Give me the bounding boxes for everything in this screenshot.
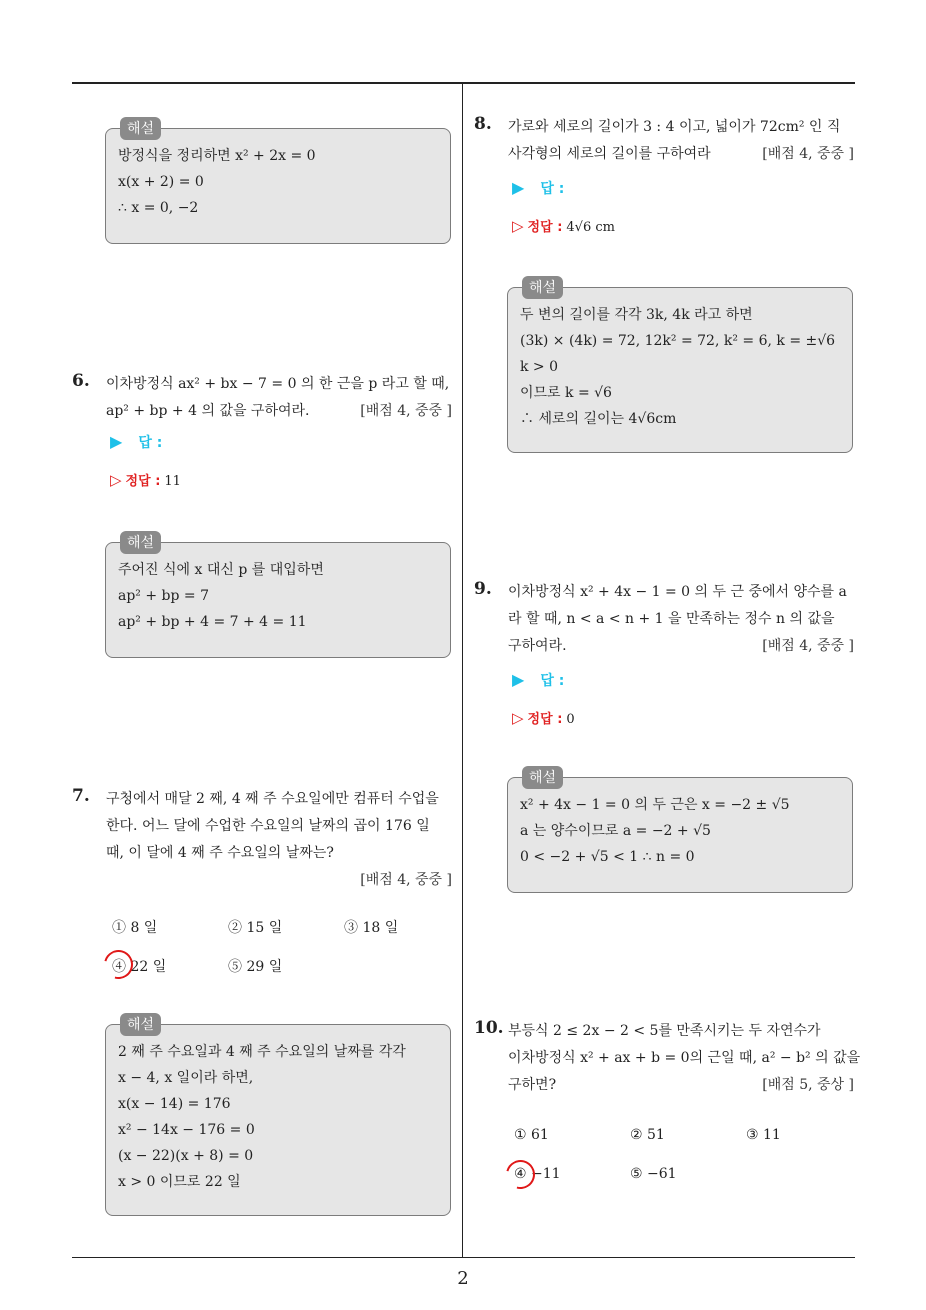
answer-label: 답 : — [540, 673, 565, 689]
question-line: 사각형의 세로의 길이를 구하여라 [배점 4, 중중 ] — [508, 141, 858, 168]
question-line: 때, 이 달에 4 째 주 수요일의 날짜는? — [106, 845, 334, 861]
solution-line: x − 4, x 일이라 하면, — [118, 1070, 254, 1086]
choice-3[interactable]: ③ 18 일 — [344, 920, 399, 936]
solution-line: 방정식을 정리하면 x² + 2x = 0 — [118, 148, 316, 164]
solution-tag: 해설 — [522, 766, 563, 789]
question-line: 가로와 세로의 길이가 3 : 4 이고, 넓이가 72cm² 인 직 — [508, 119, 841, 135]
selected-circle-icon — [99, 945, 139, 985]
play-arrow-icon: ▶ — [110, 432, 123, 451]
question-number: 10. — [474, 1018, 504, 1038]
solution-box-9 — [507, 770, 853, 893]
question-6 — [72, 371, 456, 425]
question-number: 8. — [474, 114, 492, 134]
solution-tag: 해설 — [120, 531, 161, 554]
score-label: [배점 4, 중중 ] — [360, 872, 452, 888]
solution-line: 이므로 k = √6 — [520, 385, 612, 401]
outline-triangle-icon: ▷ — [512, 709, 524, 727]
solution-box-7 — [105, 1017, 451, 1216]
solution-tag: 해설 — [120, 1013, 161, 1036]
page-number: 2 — [457, 1268, 469, 1289]
solution-line: 2 째 주 수요일과 4 째 주 수요일의 날짜를 각각 — [118, 1044, 406, 1060]
choice-1[interactable]: ① 61 — [514, 1127, 549, 1143]
correct-label: 정답 : — [527, 712, 563, 727]
solution-line: (3k) × (4k) = 72, 12k² = 72, k² = 6, k = ±√6 — [520, 333, 836, 349]
solution-line: x > 0 이므로 22 일 — [118, 1174, 241, 1190]
solution-line: 주어진 식에 x 대신 p 를 대입하면 — [118, 562, 324, 578]
question-8 — [474, 114, 858, 168]
choice-4-selected[interactable]: ④ −11 — [514, 1166, 561, 1182]
question-text — [508, 579, 858, 660]
choice-2[interactable]: ② 51 — [630, 1127, 665, 1143]
choice-5[interactable]: ⑤ −61 — [630, 1166, 677, 1182]
question-line: 한다. 어느 달에 수업한 수요일의 날짜의 곱이 176 일 — [106, 818, 430, 834]
score-label: [배점 4, 중중 ] — [762, 638, 854, 654]
correct-value: 0 — [566, 712, 575, 727]
solution-box-5 — [105, 121, 451, 244]
solution-line: ap² + bp = 7 — [118, 588, 210, 604]
score-label: [배점 4, 중중 ] — [762, 146, 854, 162]
solution-line: a 는 양수이므로 a = −2 + √5 — [520, 823, 711, 839]
question-line: ap² + bp + 4 의 값을 구하여라. [배점 4, 중중 ] — [106, 398, 456, 425]
question-line: 라 할 때, n < a < n + 1 을 만족하는 정수 n 의 값을 — [508, 611, 835, 627]
solution-line: 0 < −2 + √5 < 1 ∴ n = 0 — [520, 849, 695, 865]
question-line: 이차방정식 x² + ax + b = 0의 근일 때, a² − b² 의 값을 — [508, 1050, 861, 1066]
question-number: 9. — [474, 579, 492, 599]
question-10 — [474, 1018, 861, 1099]
question-number: 6. — [72, 371, 90, 391]
solution-line: x(x − 14) = 176 — [118, 1096, 231, 1112]
answer-row-8[interactable] — [512, 178, 564, 198]
solution-tag: 해설 — [522, 276, 563, 299]
solution-line: x² − 14x − 176 = 0 — [118, 1122, 255, 1138]
left-column — [72, 84, 456, 1258]
correct-label: 정답 : — [125, 474, 161, 489]
solution-tag: 해설 — [120, 117, 161, 140]
question-line: 구하여라. [배점 4, 중중 ] — [508, 633, 858, 660]
outline-triangle-icon: ▷ — [110, 471, 122, 489]
correct-value: 4√6 cm — [566, 220, 615, 235]
correct-answer-9 — [512, 708, 575, 727]
choice-5[interactable]: ⑤ 29 일 — [228, 959, 283, 975]
choice-4-selected[interactable]: ④ 22 일 — [112, 956, 166, 976]
answer-label: 답 : — [138, 435, 163, 451]
answer-row-9[interactable] — [512, 670, 564, 690]
column-divider — [462, 84, 463, 1258]
play-arrow-icon: ▶ — [512, 670, 525, 689]
right-column — [474, 84, 861, 1258]
question-text — [106, 786, 456, 894]
question-line — [106, 867, 456, 894]
solution-box-8 — [507, 280, 853, 453]
question-7 — [72, 786, 456, 894]
question-text — [508, 114, 858, 168]
question-9 — [474, 579, 858, 660]
score-label: [배점 4, 중중 ] — [360, 403, 452, 419]
choice-1[interactable]: ① 8 일 — [112, 920, 158, 936]
solution-line: (x − 22)(x + 8) = 0 — [118, 1148, 254, 1164]
answer-row-6[interactable] — [110, 432, 162, 452]
question-line: 구하면? [배점 5, 중상 ] — [508, 1072, 858, 1099]
answer-label: 답 : — [540, 181, 565, 197]
solution-line: x(x + 2) = 0 — [118, 174, 204, 190]
solution-line: x² + 4x − 1 = 0 의 두 근은 x = −2 ± √5 — [520, 797, 790, 813]
solution-line: ap² + bp + 4 = 7 + 4 = 11 — [118, 614, 307, 630]
solution-line: 두 변의 길이를 각각 3k, 4k 라고 하면 — [520, 307, 753, 323]
solution-line: ∴ 세로의 길이는 4√6cm — [520, 411, 677, 427]
score-label: [배점 5, 중상 ] — [762, 1077, 854, 1093]
question-line: 이차방정식 ax² + bx − 7 = 0 의 한 근을 p 라고 할 때, — [106, 376, 450, 392]
selected-circle-icon — [501, 1155, 541, 1195]
outline-triangle-icon: ▷ — [512, 217, 524, 235]
question-line: 부등식 2 ≤ 2x − 2 < 5를 만족시키는 두 자연수가 — [508, 1023, 821, 1039]
correct-answer-8 — [512, 216, 615, 235]
solution-line: ∴ x = 0, −2 — [118, 200, 199, 216]
choice-3[interactable]: ③ 11 — [746, 1127, 781, 1143]
correct-value: 11 — [164, 474, 181, 489]
solution-line: k > 0 — [520, 359, 559, 375]
question-text — [106, 371, 456, 425]
question-number: 7. — [72, 786, 90, 806]
choice-2[interactable]: ② 15 일 — [228, 920, 283, 936]
solution-box-6 — [105, 535, 451, 658]
play-arrow-icon: ▶ — [512, 178, 525, 197]
correct-answer-6 — [110, 470, 181, 489]
correct-label: 정답 : — [527, 220, 563, 235]
question-line: 구청에서 매달 2 째, 4 째 주 수요일에만 컴퓨터 수업을 — [106, 791, 439, 807]
question-line: 이차방정식 x² + 4x − 1 = 0 의 두 근 중에서 양수를 a — [508, 584, 847, 600]
question-text — [508, 1018, 861, 1099]
